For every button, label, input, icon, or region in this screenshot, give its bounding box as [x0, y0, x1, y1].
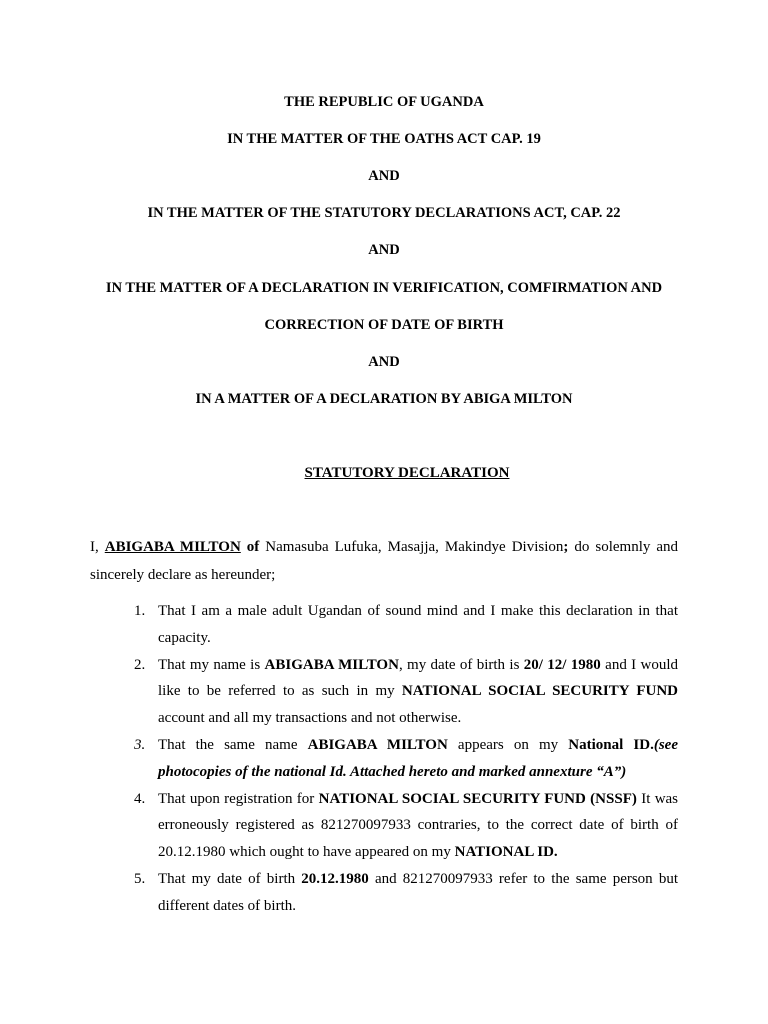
item-text: account and all my transactions and not otherwise. [158, 710, 462, 727]
intro-semicolon: ; [563, 539, 569, 555]
item-bold-dob: 20.12.1980 [301, 870, 369, 887]
item-bold-national-id: National ID. [568, 736, 654, 753]
declarant-name: ABIGABA MILTON [104, 539, 241, 555]
item-text: That the same name [158, 736, 298, 753]
item-text: That upon registration for [158, 790, 315, 807]
intro-paragraph [90, 533, 678, 589]
intro-prefix: I, [90, 539, 99, 555]
item-bold-dob: 20/ 12/ 1980 [523, 656, 601, 673]
list-item [90, 866, 678, 920]
item-text: That my date of birth [158, 870, 296, 887]
intro-rest: do solemnly and sincerely declare as hereunder; [90, 539, 679, 583]
heading-republic: THE REPUBLIC OF UGANDA [284, 94, 484, 110]
item-number: 2. [134, 656, 146, 673]
item-number: 3. [134, 736, 146, 753]
item-bold-nssf: NATIONAL SOCIAL SECURITY FUND (NSSF) [318, 790, 637, 807]
item-text: It was erroneously registered as 821270097933 contraries, to the correct date of birth of 20.12.1980 which ought to have appeared on my [158, 790, 679, 861]
heading-statutory-declarations-act: IN THE MATTER OF THE STATUTORY DECLARATIONS ACT, CAP. 22 [147, 205, 621, 221]
heading-correction-dob: CORRECTION OF DATE OF BIRTH [264, 317, 504, 333]
item-text: appears on my [457, 736, 559, 753]
list-item [90, 732, 678, 786]
item-text: That my name is [158, 656, 261, 673]
item-text: That I am a male adult Ugandan of sound mind and I make this declaration in that capacity. [158, 603, 678, 646]
list-item [90, 786, 678, 866]
list-item [90, 598, 678, 652]
item-number: 1. [134, 603, 146, 619]
document-title: STATUTORY DECLARATION [304, 465, 510, 481]
item-bold-name: ABIGABA MILTON [264, 656, 399, 673]
item-bold-italic-note: (see photocopies of the national Id. Attached hereto and marked annexture “A”) [158, 736, 678, 780]
item-bold-national-id: NATIONAL ID. [454, 844, 558, 861]
heading-and-1: AND [368, 168, 400, 184]
item-text: , my date of birth is [398, 656, 520, 673]
declarant-address: Namasuba Lufuka, Masajja, Makindye Division [265, 539, 564, 555]
intro-of: of [246, 539, 260, 555]
item-text: and 821270097933 refer to the same person but different dates of birth. [158, 870, 679, 914]
item-text: and I would like to be referred to as such in my [158, 656, 679, 700]
item-bold-nssf: NATIONAL SOCIAL SECURITY FUND [401, 683, 679, 700]
item-number: 4. [134, 790, 146, 807]
heading-and-3: AND [368, 354, 400, 370]
declaration-list [90, 598, 678, 920]
item-number: 5. [134, 870, 146, 887]
heading-and-2: AND [368, 242, 400, 258]
item-bold-name: ABIGABA MILTON [307, 736, 448, 753]
heading-oaths-act: IN THE MATTER OF THE OATHS ACT CAP. 19 [227, 131, 541, 147]
list-item [90, 652, 678, 732]
heading-declaration-by: IN A MATTER OF A DECLARATION BY ABIGA MILTON [195, 391, 573, 407]
heading-declaration-verification: IN THE MATTER OF A DECLARATION IN VERIFICATION, COMFIRMATION AND [105, 280, 663, 296]
